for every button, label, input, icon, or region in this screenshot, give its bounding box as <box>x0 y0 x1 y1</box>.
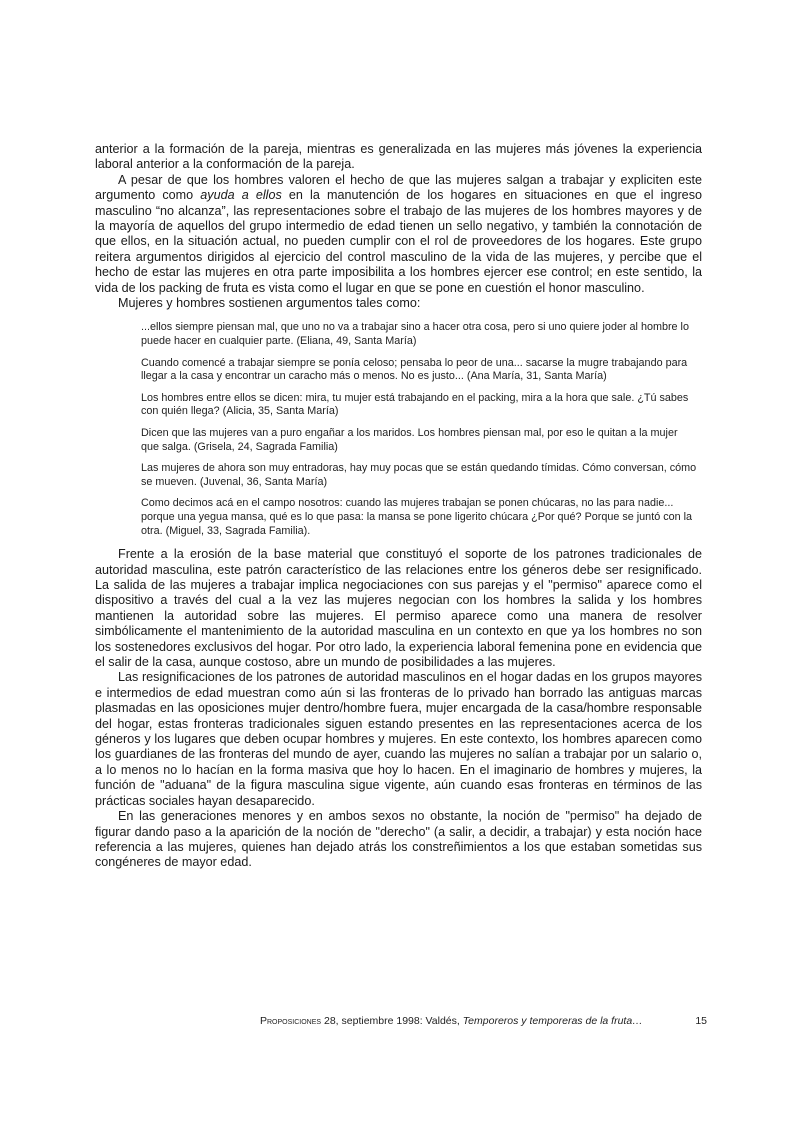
quote-5: Las mujeres de ahora son muy entradoras, hay muy pocas que se están quedando tímidas. Cómo conversan, cómo se mueven. (Juvenal, 36, Santa María) <box>141 462 697 488</box>
article-title: Temporeros y temporeras de la fruta… <box>462 1015 643 1027</box>
paragraph-1: anterior a la formación de la pareja, mientras es generalizada en las mujeres más jóvenes la experiencia laboral anterior a la conformación de la pareja. <box>95 142 702 172</box>
paragraph-6: En las generaciones menores y en ambos sexos no obstante, la noción de "permiso" ha dejado de figurar dando paso a la aparición de la noción de "derecho" (a salir, a decidir, a trabajar) y esta noción hace referencia a las mujeres, quienes han dejado atrás los constreñimientos a los que estaban sometidas sus congéneres de mayor edad. <box>95 809 702 870</box>
paragraph-2-text-b: en la manutención de los hogares en situaciones en que el ingreso masculino “no alcanza”, las representaciones sobre el trabajo de las mujeres de los hombres mayores y de la mayoría de aquellos del grupo intermedio de edad tienen un sello negativo, y también la connotación de que ellos, en la situación actual, no pueden cumplir con el rol de proveedores de los hogares. Este grupo reitera argumentos dirigidos al ejercicio del control masculino de la vida de las mujeres, y percibe que el hecho de estar las mujeres en otra parte imposibilita a los hombres ejercer ese control; en este sentido, la vida de los packing de fruta es vista como el lugar en que se pone en cuestión el honor masculino. <box>95 188 702 295</box>
page-number: 15 <box>695 1015 707 1027</box>
paragraph-2-emphasis: ayuda a ellos <box>200 188 282 203</box>
quote-1: ...ellos siempre piensan mal, que uno no va a trabajar sino a hacer otra cosa, pero si uno quiere joder al hombre lo puede hacer en cualquier parte. (Eliana, 49, Santa María) <box>141 321 689 348</box>
citation-details: 28, septiembre 1998: Valdés, <box>321 1015 463 1027</box>
quotes-block <box>141 321 697 538</box>
paragraph-3: Mujeres y hombres sostienen argumentos tales como: <box>118 296 421 311</box>
quote-4: Dicen que las mujeres van a puro engañar a los maridos. Los hombres piensan mal, por eso le quitan a la mujer que salga. (Grisela, 24, Sagrada Familia) <box>141 427 678 453</box>
paragraph-2 <box>95 173 702 296</box>
paragraph-2-text-a: A pesar de que los hombres valoren el hecho de que las mujeres salgan a trabajar y expliciten este argumento como <box>95 172 702 203</box>
page-body <box>95 142 702 871</box>
paragraph-5: Las resignificaciones de los patrones de autoridad masculinos en el hogar dadas en los grupos mayores e intermedios de edad muestran como aún si las fronteras de lo privado han borrado las antiguas marcas plasmadas en las oposiciones mujer dentro/hombre fuera, mujer encargada de la casa/hombre responsable del hogar, estas fronteras tradicionales siguen estando presentes en las representaciones acerca de los géneros y los lugares que deben ocupar hombres y mujeres. En este contexto, los hombres aparecen como los guardianes de las fronteras del mundo de ayer, cuando las mujeres no salían a trabajar por un salario o, a lo menos no lo hacían en la forma masiva que hoy lo hacen. En el imaginario de hombres y mujeres, la función de "aduana" de la figura masculina sigue vigente, aún cuando esas fronteras en términos de las prácticas sociales hayan desaparecido. <box>95 670 702 808</box>
quote-2: Cuando comencé a trabajar siempre se ponía celoso; pensaba lo peor de una... sacarse la mugre trabajando para llegar a la casa y encontrar un caracho más o menos. No es justo... (Ana María, 31, Santa María) <box>141 356 688 383</box>
footer-citation <box>260 1015 643 1027</box>
journal-name: Proposiciones <box>260 1015 322 1027</box>
quote-6: Como decimos acá en el campo nosotros: cuando las mujeres trabajan se ponen chúcaras, no las para nadie... porque una yegua mansa, qué es lo que pasa: la mansa se pone ligerito chúcara ¿Por qué? Porque se juntó con la otra. (Miguel, 33, Sagrada Familia). <box>141 497 693 537</box>
paragraph-4: Frente a la erosión de la base material que constituyó el soporte de los patrones tradicionales de autoridad masculina, este patrón característico de las relaciones entre los géneros debe ser resignificado. La salida de las mujeres a trabajar implica negociaciones con sus parejas y el "permiso" aparece como el dispositivo a través del cual a la vez las mujeres negocian con los hombres la salida y los hombres mantienen la autoridad sobre las mujeres. El permiso aparece como una manera de resolver simbólicamente el mantenimiento de la autoridad masculina en un contexto en que ya los hombres no son los sostenedores exclusivos del hogar. Por otro lado, la experiencia laboral femenina pone en evidencia que el salir de la casa, aunque costoso, abre un mundo de posibilidades a las mujeres. <box>95 547 702 670</box>
quote-3: Los hombres entre ellos se dicen: mira, tu mujer está trabajando en el packing, mira a la hora que sale. ¿Tú sabes con quién llega? (Alicia, 35, Santa María) <box>141 391 689 418</box>
